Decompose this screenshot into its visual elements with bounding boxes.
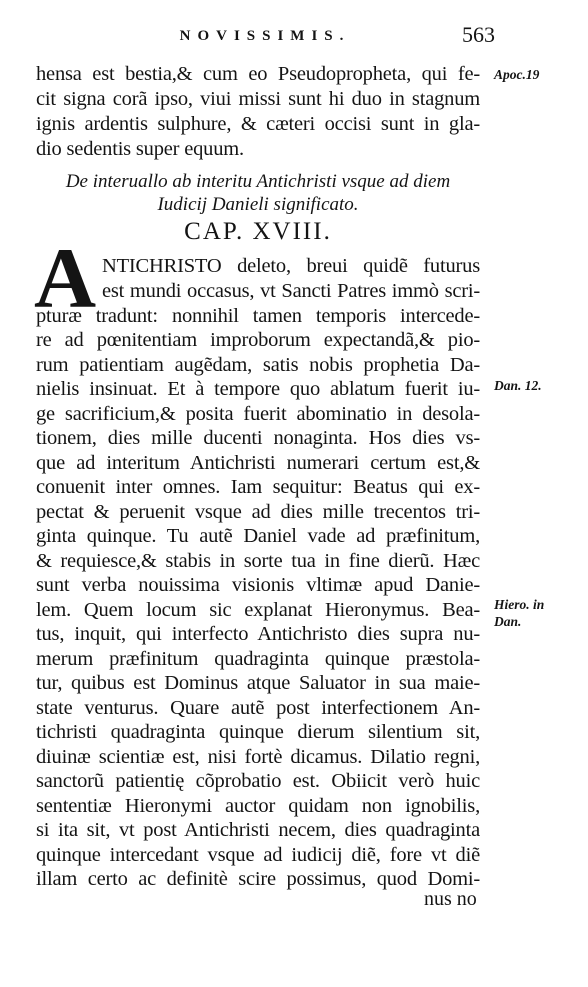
text-line: illam certo ac definitè scire possimus, quod Domi- [36, 868, 480, 890]
margin-note-dan: Dan. 12. [494, 378, 542, 393]
text-line: diuinæ scientiæ est, nisi fortè dicamus. Dilatio regni, [36, 746, 480, 768]
text-line: si ita sit, vt post Antichristi necem, dies quadraginta [36, 819, 480, 841]
text-line: cit signa corã ipso, viui missi sunt hi duo in stagnum [36, 88, 480, 110]
text-line: sententiæ Hieronymi auctor quidam non ignobilis, [36, 795, 480, 817]
text-line: tus, inquit, qui interfecto Antichristo dies supra nu- [36, 623, 480, 645]
chapter-title: CAP. XVIII. [184, 218, 332, 245]
text-line: est mundi occasus, vt Sancti Patres immò scri- [102, 280, 480, 302]
margin-note-hiero: Hiero. in [494, 597, 545, 612]
text-line: que ad interitum Antichristi numerari certum est,& [36, 452, 480, 474]
running-title: NOVISSIMIS. [179, 28, 351, 44]
drop-cap: A [34, 230, 97, 326]
catchword: nus no [424, 888, 477, 910]
text-line: quinque intercedant vsque ad iudicij diẽ, fore vt diẽ [36, 844, 480, 866]
text-line: pectat & peruenit vsque ad dies mille trecentos tri- [36, 501, 480, 523]
text-line: ge sacrificium,& posita fuerit abominatio in desola- [36, 403, 480, 425]
text-line: sunt verba nouissima visionis vltimæ apud Danie- [36, 574, 480, 596]
text-line: rum patientiam augẽdam, satis nobis prophetia Da- [36, 354, 480, 376]
text-line: tur, quibus est Dominus atque Saluator in sua maie- [36, 672, 480, 694]
text-line: merum præfinitum quadraginta quinque præstola- [36, 648, 480, 670]
text-line: ginta quinque. Tu autẽ Daniel vade ad præfinitum, [36, 525, 480, 547]
text-line: pturæ tradunt: nonnihil tamen temporis intercede- [36, 305, 480, 327]
text-line: lem. Quem locum sic explanat Hieronymus. Bea- [36, 599, 480, 621]
text-line: tichristi quadraginta quinque dierum silentium sit, [36, 721, 480, 743]
text-line: conuenit inter omnes. Iam sequitur: Beatus qui ex- [36, 476, 480, 498]
text-line: NTICHRISTO deleto, breui quidẽ futurus [102, 255, 480, 277]
text-line: nielis insinuat. Et à tempore quo ablatum fuerit iu- [36, 378, 480, 400]
text-line: & requiesce,& stabis in sorte tua in fine dierũ. Hæc [36, 550, 480, 572]
text-line: ignis ardentis sulphure, & cæteri occisi sunt in gla- [36, 113, 480, 135]
section-heading-line: De interuallo ab interitu Antichristi vsque ad diem [65, 171, 451, 192]
text-line: hensa est bestia,& cum eo Pseudopropheta, qui fe- [36, 63, 480, 85]
section-heading-line: Iudicij Danieli significato. [157, 194, 359, 215]
text-line: tionem, dies mille ducenti nonaginta. Hos dies vs- [36, 427, 480, 449]
page-number: 563 [462, 22, 495, 47]
text-line: re ad pœnitentiam improborum expectandã,& pio- [36, 329, 480, 351]
margin-note-hiero-dan: Dan. [494, 614, 522, 629]
text-line: state venturus. Quare autẽ post interfectionem An- [36, 697, 480, 719]
text-line: dio sedentis super equum. [36, 138, 244, 160]
margin-note-apoc: Apoc.19 [494, 67, 540, 82]
text-line: sanctorũ patientię cõprobatio est. Obiicit verò huic [36, 770, 480, 792]
